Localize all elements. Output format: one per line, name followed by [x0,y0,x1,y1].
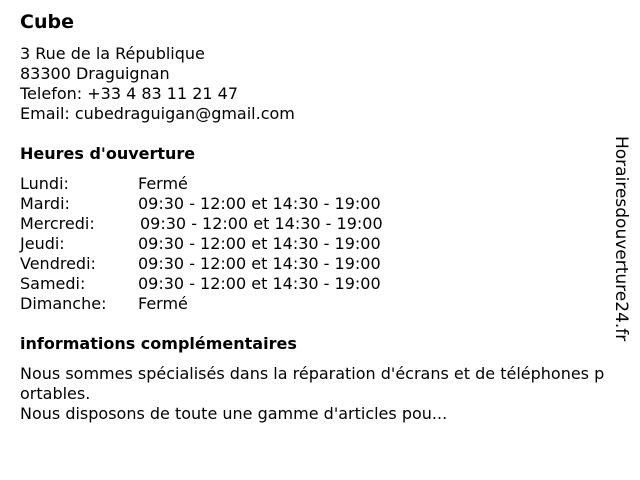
opening-hours-heading: Heures d'ouverture [20,144,196,163]
business-name: Cube [20,11,74,33]
hours-value: Fermé [138,294,188,313]
day-label: Dimanche: [20,294,107,313]
phone-number[interactable]: Telefon: +33 4 83 11 21 47 [20,84,239,103]
hours-value: 09:30 - 12:00 et 14:30 - 19:00 [138,274,381,293]
email-address[interactable]: Email: cubedraguigan@gmail.com [20,104,295,123]
address-street: 3 Rue de la République [20,44,205,63]
hours-value: 09:30 - 12:00 et 14:30 - 19:00 [138,234,381,253]
site-watermark [611,136,631,346]
hours-value: 09:30 - 12:00 et 14:30 - 19:00 [140,214,383,233]
hours-value: 09:30 - 12:00 et 14:30 - 19:00 [138,194,381,213]
day-label: Mercredi: [20,214,95,233]
additional-info-text [20,364,610,424]
day-label: Mardi: [20,194,70,213]
day-label: Vendredi: [20,254,96,273]
address-city: 83300 Draguignan [20,64,170,83]
additional-info-heading: informations complémentaires [20,334,297,353]
day-label: Lundi: [20,174,69,193]
description-line: Nous disposons de toute une gamme d'articles pou... [20,404,448,423]
hours-value: 09:30 - 12:00 et 14:30 - 19:00 [138,254,381,273]
watermark-text: Horairesdouverture24.fr [611,136,631,342]
description-line: Nous sommes spécialisés dans la réparation d'écrans et de téléphones portables. [20,364,605,403]
day-label: Jeudi: [20,234,65,253]
hours-value: Fermé [138,174,188,193]
day-label: Samedi: [20,274,86,293]
